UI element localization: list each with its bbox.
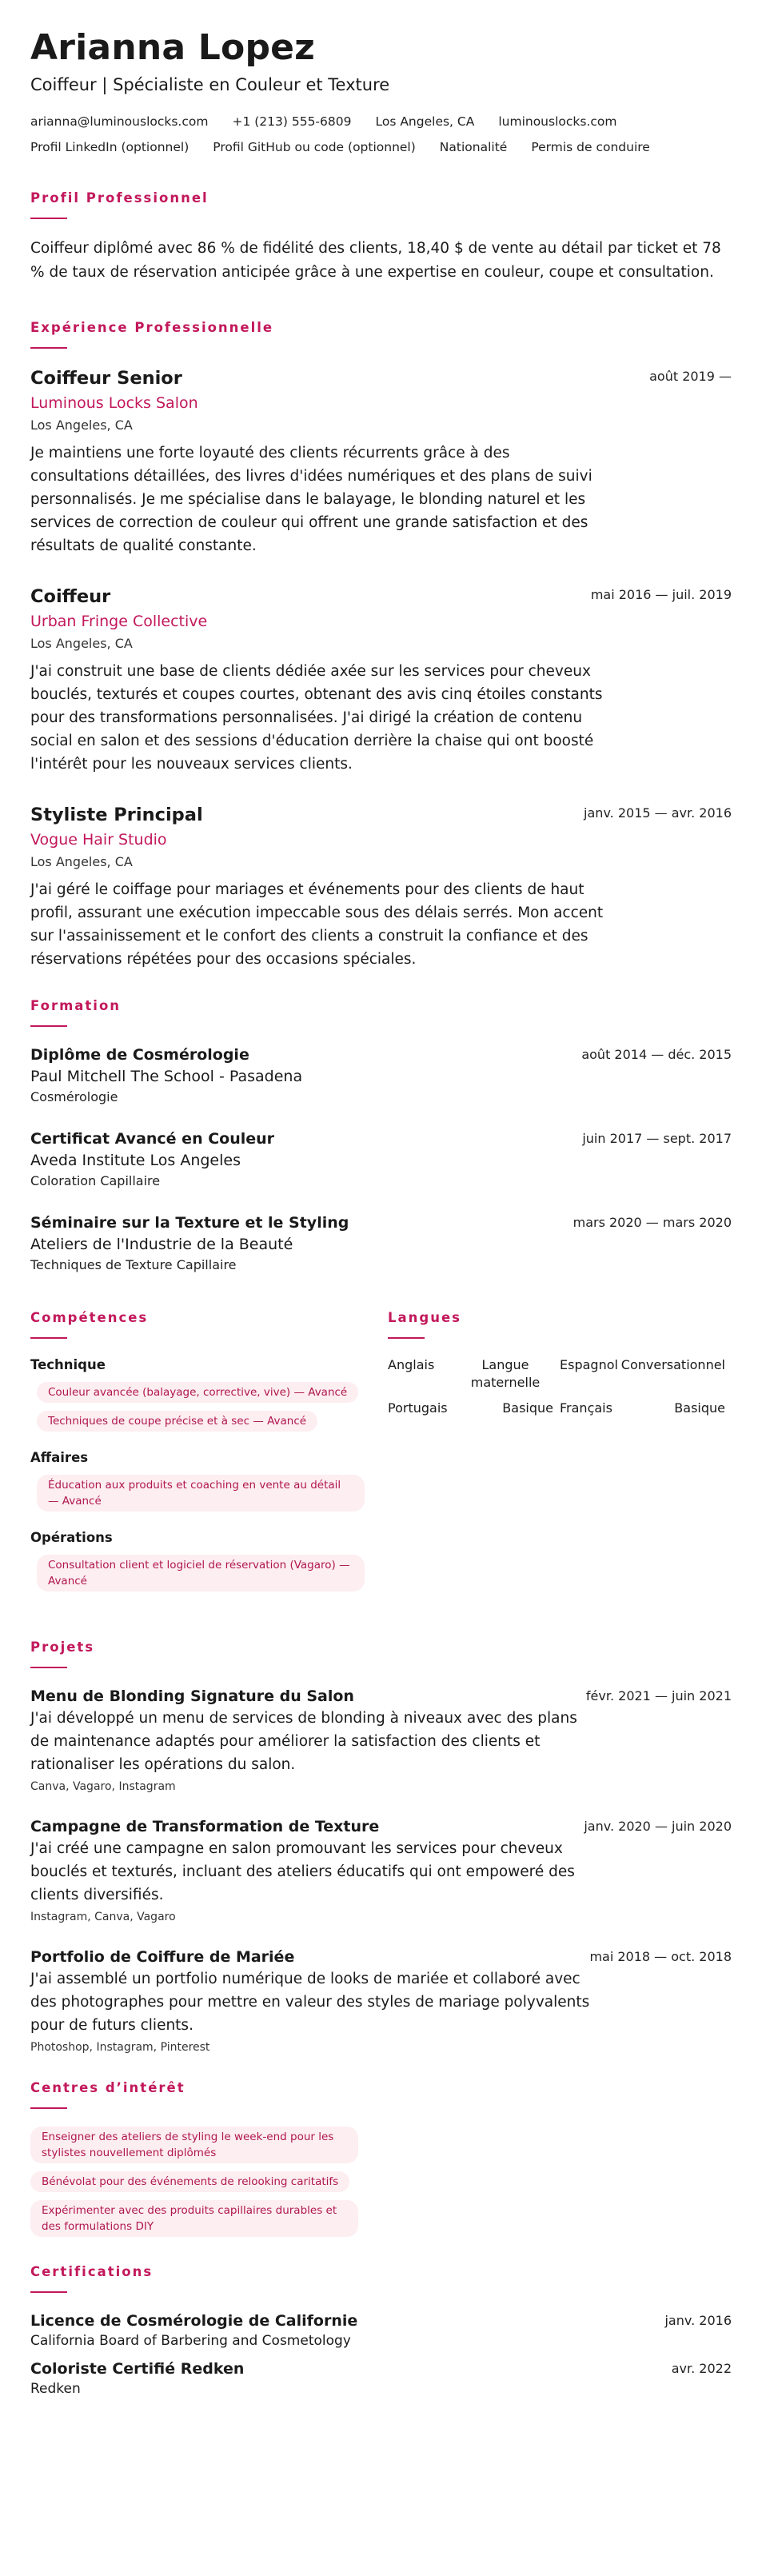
summary-section [30, 190, 732, 285]
skills-languages-row [30, 1310, 732, 1609]
job-dates: janv. 2015 — avr. 2016 [584, 805, 732, 821]
project-title: Campagne de Transformation de Texture [30, 1818, 380, 1835]
language-level: Basique [502, 1400, 553, 1416]
candidate-headline: Coiffeur | Spécialiste en Couleur et Texture [30, 75, 390, 94]
education-dates: juin 2017 — sept. 2017 [582, 1131, 732, 1146]
job-dates: août 2019 — [649, 369, 732, 384]
interest-tag: Enseigner des ateliers de styling le week-end pour les stylistes nouvellement diplômés [30, 2127, 358, 2163]
job-company: Urban Fringe Collective [30, 613, 208, 630]
nationality: Nationalité [439, 140, 508, 154]
school: Ateliers de l'Industrie de la Beauté [30, 1236, 293, 1253]
projects-section [30, 1639, 732, 2056]
job-description: J'ai construit une base de clients dédiée axée sur les services pour cheveux bouclés, texturés et coupes courtes, obtenant des avis cinq étoiles constants pour des transformations personnalisées. J'ai dirigé la création de contenu social en salon et des sessions d'éducation derrière la chaise qui ont boosté l'intérêt pour les nouveaux services clients. [30, 663, 603, 773]
contact-website[interactable]: luminouslocks.com [498, 114, 617, 129]
skill-group-title: Affaires [30, 1450, 89, 1465]
skill-tag: Consultation client et logiciel de réservation (Vagaro) — Avancé [37, 1555, 365, 1592]
school: Paul Mitchell The School - Pasadena [30, 1068, 303, 1085]
section-divider [30, 2107, 67, 2109]
language-level: Basique [674, 1400, 725, 1416]
education-entry [30, 1128, 732, 1191]
education-dates: mars 2020 — mars 2020 [572, 1215, 732, 1230]
education-entry [30, 1044, 732, 1107]
certification-issuer: California Board of Barbering and Cosmetology [30, 2333, 351, 2349]
section-title: Profil Professionnel [30, 190, 209, 206]
section-divider [30, 1667, 67, 1668]
project-tools: Photoshop, Instagram, Pinterest [30, 2041, 210, 2054]
project-entry [30, 1947, 732, 2056]
skills-section [30, 1310, 388, 1609]
certifications-section [30, 2264, 732, 2398]
section-divider [30, 347, 67, 349]
job-description: J'ai géré le coiffage pour mariages et événements pour des clients de haut profil, assurant une exécution impeccable sous des délais serrés. Mon accent sur l'assainissement et le confort des clients a construit la confiance et des réservations répétées pour des occasions spéciales. [30, 881, 604, 968]
degree: Certificat Avancé en Couleur [30, 1130, 275, 1148]
section-title: Certifications [30, 2264, 154, 2279]
languages-section [388, 1310, 732, 1609]
skill-tag: Techniques de coupe précise et à sec — Avancé [37, 1411, 317, 1432]
skill-group [30, 1449, 388, 1520]
project-description: J'ai assemblé un portfolio numérique de looks de mariée et collaboré avec des photographes pour mettre en valeur des styles de mariage polyvalents pour de futurs clients. [30, 1971, 590, 2034]
language-level: Conversationnel [620, 1357, 725, 1372]
language-name: Espagnol [560, 1357, 618, 1372]
project-dates: janv. 2020 — juin 2020 [584, 1819, 732, 1834]
project-title: Portfolio de Coiffure de Mariée [30, 1948, 295, 1966]
project-dates: févr. 2021 — juin 2021 [585, 1688, 732, 1703]
job-title: Coiffeur [30, 586, 111, 607]
certification-entry [30, 2310, 732, 2350]
section-divider [30, 1337, 67, 1339]
job-entry [30, 803, 732, 971]
certification-issuer: Redken [30, 2381, 81, 2397]
degree: Séminaire sur la Texture et le Styling [30, 1214, 349, 1232]
skill-group-title: Technique [30, 1357, 106, 1372]
contact-phone[interactable]: +1 (213) 555-6809 [232, 114, 352, 129]
job-entry [30, 366, 732, 557]
contact-location: Los Angeles, CA [375, 114, 475, 129]
languages-grid [388, 1356, 732, 1417]
job-location: Los Angeles, CA [30, 417, 133, 433]
project-dates: mai 2018 — oct. 2018 [589, 1949, 732, 1964]
education-entry [30, 1212, 732, 1275]
section-title: Formation [30, 998, 122, 1013]
contact-row [30, 114, 732, 130]
section-title: Compétences [30, 1310, 149, 1325]
section-divider [30, 218, 67, 219]
job-entry [30, 585, 732, 776]
language-name: Français [560, 1400, 612, 1416]
degree: Diplôme de Cosmérologie [30, 1046, 249, 1064]
section-divider [30, 1025, 67, 1027]
job-location: Los Angeles, CA [30, 636, 133, 651]
section-title: Projets [30, 1639, 95, 1655]
skill-group-title: Opérations [30, 1530, 113, 1545]
project-description: J'ai développé un menu de services de blonding à niveaux avec des plans de maintenance adaptés pour améliorer la satisfaction des clients et rationaliser les opérations du salon. [30, 1710, 577, 1773]
skill-group [30, 1356, 388, 1440]
experience-section [30, 320, 732, 971]
language-item [560, 1400, 732, 1417]
language-name: Portugais [388, 1400, 448, 1416]
section-divider [388, 1337, 425, 1339]
field-of-study: Coloration Capillaire [30, 1173, 161, 1188]
job-company: Luminous Locks Salon [30, 394, 198, 412]
language-item [560, 1356, 732, 1392]
skill-group [30, 1529, 388, 1600]
interests-section [30, 2080, 732, 2237]
school: Aveda Institute Los Angeles [30, 1152, 241, 1169]
field-of-study: Techniques de Texture Capillaire [30, 1257, 237, 1272]
project-entry [30, 1686, 732, 1795]
job-title: Coiffeur Senior [30, 368, 182, 389]
education-dates: août 2014 — déc. 2015 [581, 1047, 732, 1062]
section-title: Expérience Professionnelle [30, 320, 274, 335]
certification-name: Coloriste Certifié Redken [30, 2360, 245, 2378]
certification-entry [30, 2358, 732, 2398]
field-of-study: Cosmérologie [30, 1089, 118, 1104]
driving-license: Permis de conduire [531, 140, 650, 154]
interest-tag: Bénévolat pour des événements de relooking caritatifs [30, 2171, 349, 2192]
project-title: Menu de Blonding Signature du Salon [30, 1687, 354, 1705]
linkedin-link[interactable]: Profil LinkedIn (optionnel) [30, 140, 190, 154]
language-item [388, 1400, 560, 1417]
section-title: Centres d’intérêt [30, 2080, 186, 2095]
resume-header [30, 27, 732, 155]
candidate-name: Arianna Lopez [30, 27, 315, 68]
job-dates: mai 2016 — juil. 2019 [590, 587, 732, 602]
profile-links-row [30, 139, 732, 155]
certification-date: avr. 2022 [671, 2361, 732, 2376]
education-section [30, 998, 732, 1275]
job-title: Styliste Principal [30, 805, 203, 825]
language-name: Anglais [388, 1357, 435, 1372]
section-title: Langues [388, 1310, 461, 1325]
section-divider [30, 2291, 67, 2293]
language-level: Langue maternelle [470, 1357, 541, 1390]
skill-tag: Éducation aux produits et coaching en vente au détail — Avancé [37, 1475, 365, 1512]
language-item [388, 1356, 560, 1392]
job-company: Vogue Hair Studio [30, 831, 167, 849]
job-description: Je maintiens une forte loyauté des clients récurrents grâce à des consultations détaillées, des livres d'idées numériques et des plans de suivi personnalisés. Je me spécialise dans le balayage, le blonding naturel et les services de correction de couleur qui offrent une grande satisfaction et des résultats de qualité constante. [30, 445, 592, 554]
project-tools: Canva, Vagaro, Instagram [30, 1780, 176, 1793]
project-tools: Instagram, Canva, Vagaro [30, 1911, 176, 1923]
certification-name: Licence de Cosmérologie de Californie [30, 2312, 358, 2330]
summary-text: Coiffeur diplômé avec 86 % de fidélité des clients, 18,40 $ de vente au détail par ticket et 78 % de taux de réservation anticipée grâce à une expertise en couleur, coupe et consultation. [30, 240, 721, 281]
interest-tag: Expérimenter avec des produits capillaires durables et des formulations DIY [30, 2200, 358, 2237]
certification-date: janv. 2016 [664, 2313, 732, 2328]
skill-tag: Couleur avancée (balayage, corrective, vive) — Avancé [37, 1382, 358, 1403]
job-location: Los Angeles, CA [30, 854, 133, 869]
github-link[interactable]: Profil GitHub ou code (optionnel) [213, 140, 416, 154]
project-description: J'ai créé une campagne en salon promouvant les services pour cheveux bouclés et texturés, incluant des ateliers éducatifs qui ont empoweré des clients diversifiés. [30, 1840, 575, 1903]
contact-email[interactable]: arianna@luminouslocks.com [30, 114, 209, 129]
project-entry [30, 1816, 732, 1926]
